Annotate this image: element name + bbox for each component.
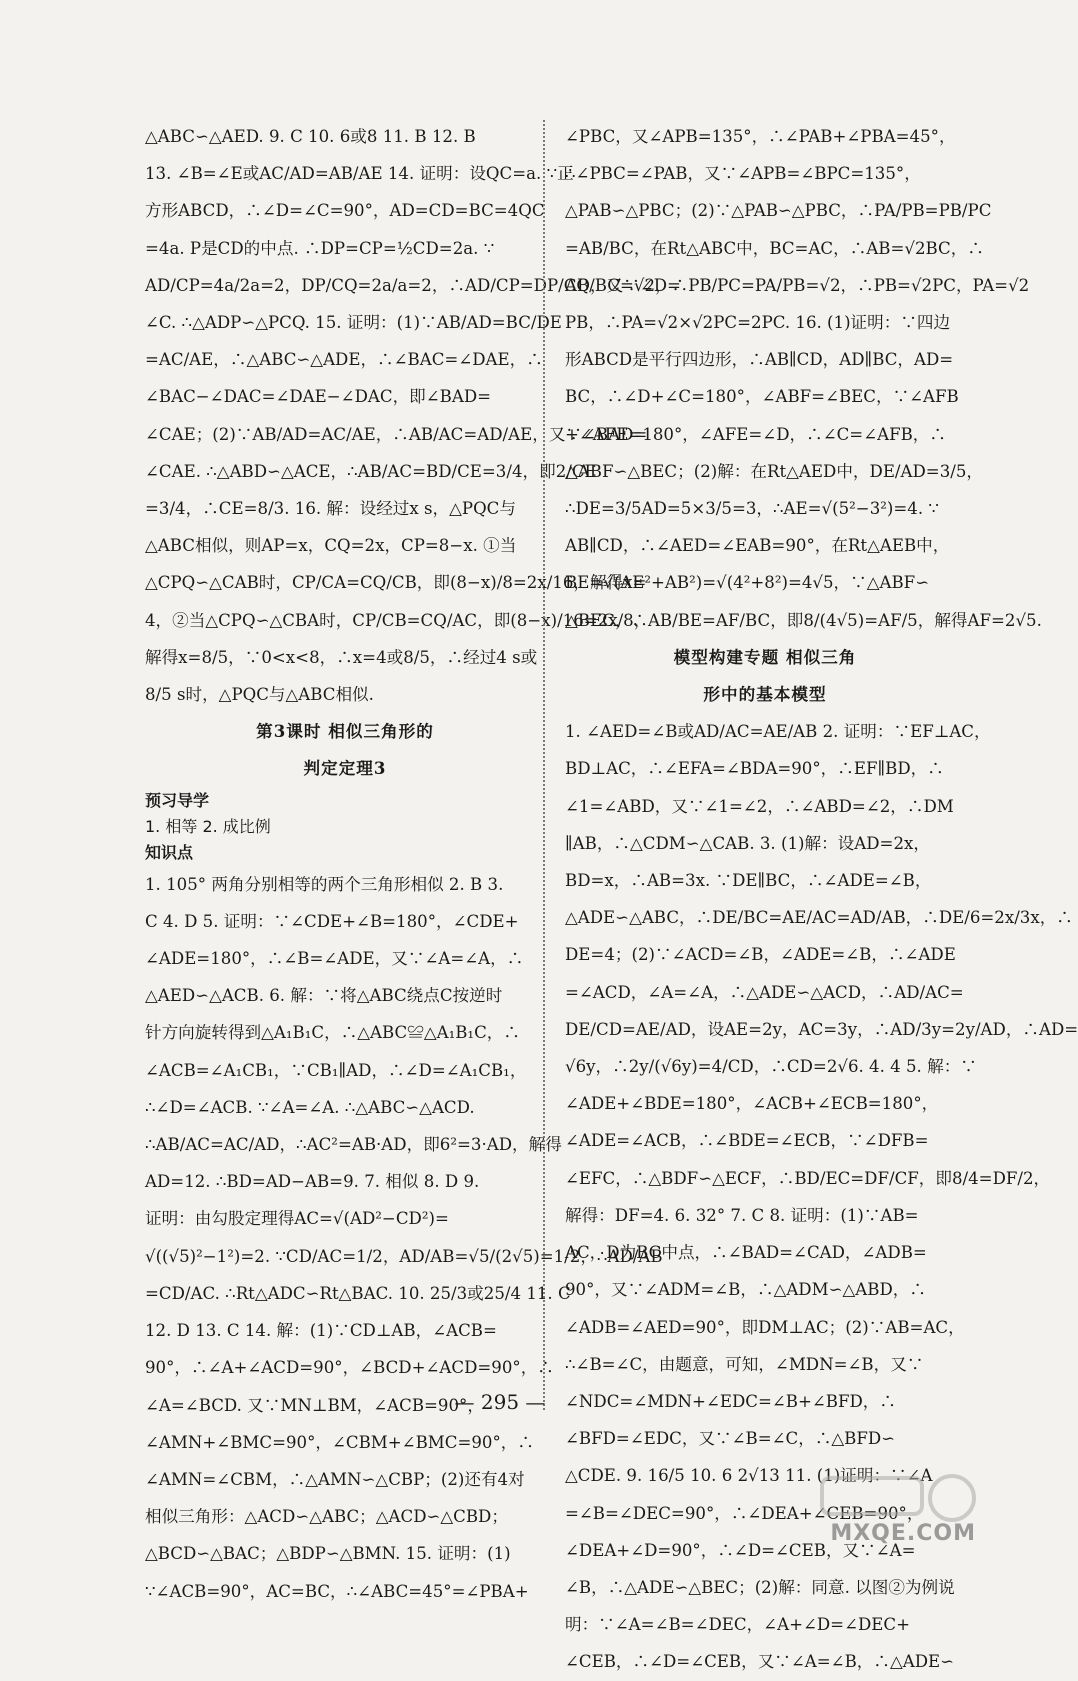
answer-line: PB，∴PA=√2×√2PC=2PC. 16. (1)证明：∵四边 [565, 313, 951, 333]
answer-line: √6y，∴2y/(√6y)=4/CD，∴CD=2√6. 4. 4 5. 解：∵ [565, 1057, 977, 1077]
answer-line: ∠CEB，∴∠D=∠CEB，又∵∠A=∠B，∴△ADE∽ [565, 1652, 955, 1672]
right-top-answer-lines [565, 118, 1042, 639]
answer-line: △ADE∽△ABC，∴DE/BC=AE/AC=AD/AB，∴DE/6=2x/3x，∴ [565, 908, 1073, 928]
answer-line: ∠ADE=180°，∴∠B=∠ADE，又∵∠A=∠A，∴ [145, 949, 524, 969]
answer-line: ∴∠PBC=∠PAB，又∵∠APB=∠BPC=135°， [565, 164, 921, 184]
answer-line: 13. ∠B=∠E或AC/AD=AB/AE 14. 证明：设QC=a. ∵正 [145, 164, 574, 184]
answer-line: ∴∠B=∠C，由题意，可知，∠MDN=∠B，又∵ [565, 1354, 924, 1374]
answer-line: AB∥CD，∴∠AED=∠EAB=90°，在Rt△AEB中， [565, 536, 950, 556]
right-column [565, 118, 1078, 1681]
answer-line: ∠1=∠ABD，又∵∠1=∠2，∴∠ABD=∠2，∴DM [565, 796, 954, 816]
answer-line: √((√5)²−1²)=2. ∵CD/AC=1/2，AD/AB=√5/(2√5)=1/2，∴AD/AB [145, 1246, 663, 1266]
answer-line: △ABC相似，则AP=x，CQ=2x，CP=8−x. ①当 [145, 536, 517, 556]
answer-line: ∠BAC−∠DAC=∠DAE−∠DAC，即∠BAD= [145, 387, 492, 407]
answer-line: ∠BFD=∠EDC，又∵∠B=∠C，∴△BFD∽ [565, 1429, 896, 1449]
answer-line: AB/BC=√2，∴PB/PC=PA/PB=√2，∴PB=√2PC，PA=√2 [565, 275, 1030, 295]
answer-line: 针方向旋转得到△A₁B₁C，∴△ABC≌△A₁B₁C，∴ [145, 1023, 520, 1043]
answer-line: △CPQ∽△CAB时，CP/CA=CQ/CB，即(8−x)/8=2x/16，解得x= [145, 573, 647, 593]
answer-line: ∠A=∠BCD. 又∵MN⊥BM，∠ACB=90°， [145, 1395, 484, 1415]
answer-line: =3/4，∴CE=8/3. 16. 解：设经过x s，△PQC与 [145, 499, 516, 519]
answer-line: ∠EFC，∴△BDF∽△ECF，∴BD/EC=DF/CF，即8/4=DF/2， [565, 1168, 1051, 1188]
answer-line: C 4. D 5. 证明：∵∠CDE+∠B=180°，∠CDE+ [145, 911, 519, 931]
answer-line: △CDE. 9. 16/5 10. 6 2√13 11. (1)证明：∵∠A [565, 1466, 933, 1486]
watermark-text: MXQE.COM [830, 1521, 976, 1546]
answer-line: DE/CD=AE/AD，设AE=2y，AC=3y，∴AD/3y=2y/AD，∴AD= [565, 1019, 1078, 1039]
answer-line: 4，②当△CPQ∽△CBA时，CP/CB=CQ/AC，即(8−x)/16=2x/8， [145, 610, 651, 630]
answer-line: ∥AB，∴△CDM∽△CAB. 3. (1)解：设AD=2x， [565, 833, 930, 853]
answer-line: AC，D为BC中点，∴∠BAD=∠CAD，∠ADB= [565, 1243, 927, 1263]
answer-line: ∠DEA+∠D=90°，∴∠D=∠CEB，又∵∠A= [565, 1540, 916, 1560]
answer-line: △ABF∽△BEC；(2)解：在Rt△AED中，DE/AD=3/5， [565, 461, 984, 481]
answer-line: ∠CAE. ∴△ABD∽△ACE，∴AB/AC=BD/CE=3/4，即2/CE [145, 461, 597, 481]
answer-line: ∴AB/AC=AC/AD，∴AC²=AB·AD，即6²=3·AD，解得 [145, 1135, 562, 1155]
answer-line: ∠ADB=∠AED=90°，即DM⊥AC；(2)∵AB=AC， [565, 1317, 965, 1337]
answer-line: ∠AMN=∠CBM，∴△AMN∽△CBP；(2)还有4对 [145, 1469, 525, 1489]
topic-title-line2: 形中的基本模型 [703, 684, 827, 705]
answer-line: DE=4；(2)∵∠ACD=∠B，∠ADE=∠B，∴∠ADE [565, 945, 956, 965]
knowledge-answer-lines [145, 866, 663, 1610]
answer-line: BD⊥AC，∴∠EFA=∠BDA=90°，∴EF∥BD，∴ [565, 759, 944, 779]
answer-line: AD=12. ∴BD=AD−AB=9. 7. 相似 8. D 9. [145, 1172, 480, 1192]
answer-line: +∠AFE=180°，∠AFE=∠D，∴∠C=∠AFB，∴ [565, 424, 946, 444]
answer-line: ∠PBC，又∠APB=135°，∴∠PAB+∠PBA=45°， [565, 127, 956, 146]
answer-line: =∠B=∠DEC=90°，∴∠DEA+∠CEB=90°， [565, 1503, 924, 1523]
answer-line: =4a. P是CD的中点. ∴DP=CP=½CD=2a. ∵ [145, 238, 495, 258]
preview-answers: 1. 相等 2. 成比例 [145, 816, 271, 836]
answer-line: AD/CP=4a/2a=2，DP/CQ=2a/a=2，∴AD/CP=DP/CQ，又∵∠D= [145, 275, 681, 295]
answer-line: △BCD∽△BAC；△BDP∽△BMN. 15. 证明：(1) [145, 1544, 511, 1564]
answer-line: △BEC，∴AB/BE=AF/BC，即8/(4√5)=AF/5，解得AF=2√5. [565, 610, 1042, 630]
answer-line: △ABC∽△AED. 9. C 10. 6或8 11. B 12. B [145, 127, 476, 146]
answer-line: ∴∠D=∠ACB. ∵∠A=∠A. ∴△ABC∽△ACD. [145, 1097, 475, 1117]
answer-line: △AED∽△ACB. 6. 解：∵将△ABC绕点C按逆时 [145, 986, 503, 1006]
answer-line: BC，∴∠D+∠C=180°，∠ABF=∠BEC，∵∠AFB [565, 387, 959, 407]
answer-line: 相似三角形：△ACD∽△ABC；△ACD∽△CBD； [145, 1507, 508, 1527]
answer-line: ∠ACB=∠A₁CB₁，∵CB₁∥AD，∴∠D=∠A₁CB₁， [145, 1060, 527, 1080]
answer-line: 证明：由勾股定理得AC=√(AD²−CD²)= [145, 1209, 449, 1229]
answer-line: 90°，∴∠A+∠ACD=90°，∠BCD+∠ACD=90°，∴ [145, 1358, 554, 1378]
answer-line: 方形ABCD，∴∠D=∠C=90°，AD=CD=BC=4QC [145, 201, 545, 221]
lesson-title-line2: 判定定理3 [303, 758, 387, 779]
topic-title-line1: 模型构建专题 相似三角 [673, 646, 857, 667]
answer-line: =AC/AE，∴△ABC∽△ADE，∴∠BAC=∠DAE，∴ [145, 350, 543, 370]
left-column [145, 118, 681, 1610]
answer-line: ∠AMN+∠BMC=90°，∠CBM+∠BMC=90°，∴ [145, 1432, 534, 1452]
answer-line: △PAB∽△PBC；(2)∵△PAB∽△PBC，∴PA/PB=PB/PC [565, 201, 992, 221]
answer-line: 形ABCD是平行四边形，∴AB∥CD，AD∥BC，AD= [565, 350, 954, 370]
answer-line: 1. 105° 两角分别相等的两个三角形相似 2. B 3. [145, 874, 504, 894]
lesson-title-line1: 第3课时 相似三角形的 [256, 721, 434, 742]
answer-line: 90°，又∵∠ADM=∠B，∴△ADM∽△ABD，∴ [565, 1280, 926, 1300]
answer-line: BD=x，∴AB=3x. ∵DE∥BC，∴∠ADE=∠B， [565, 871, 932, 891]
answer-line: ∠B，∴△ADE∽△BEC；(2)解：同意. 以图②为例说 [565, 1577, 955, 1597]
answer-line: 8/5 s时，△PQC与△ABC相似. [145, 685, 374, 705]
answer-line: ∴DE=3/5AD=5×3/5=3，∴AE=√(5²−3²)=4. ∵ [565, 499, 939, 519]
answer-line: 1. ∠AED=∠B或AD/AC=AE/AB 2. 证明：∵EF⊥AC， [565, 722, 991, 742]
answer-line: 解得x=8/5，∵0<x<8，∴x=4或8/5，∴经过4 s或 [145, 647, 538, 667]
answer-line: ∠CAE；(2)∵AB/AD=AC/AE，∴AB/AC=AD/AE，又∵∠BAD= [145, 424, 648, 444]
answer-line: ∠NDC=∠MDN+∠EDC=∠B+∠BFD，∴ [565, 1391, 896, 1411]
answer-line: 解得：DF=4. 6. 32° 7. C 8. 证明：(1)∵AB= [565, 1205, 919, 1225]
answer-line: ∠C. ∴△ADP∽△PCQ. 15. 证明：(1)∵AB/AD=BC/DE [145, 313, 562, 333]
page-number: — 295 — [454, 1390, 546, 1414]
knowledge-title: 知识点 [145, 842, 194, 862]
column-divider [543, 120, 545, 1410]
answer-line: ∠ADE+∠BDE=180°，∠ACB+∠ECB=180°， [565, 1094, 939, 1114]
answer-line: BE=√(AE²+AB²)=√(4²+8²)=4√5，∵△ABF∽ [565, 573, 930, 593]
preview-title: 预习导学 [145, 790, 210, 810]
answer-line: ∵∠ACB=90°，AC=BC，∴∠ABC=45°=∠PBA+ [145, 1581, 529, 1601]
answer-line: =AB/BC，在Rt△ABC中，BC=AC，∴AB=√2BC，∴ [565, 238, 984, 258]
answer-line: ∠ADE=∠ACB，∴∠BDE=∠ECB，∵∠DFB= [565, 1131, 929, 1151]
answer-line: 明：∵∠A=∠B=∠DEC，∠A+∠D=∠DEC+ [565, 1615, 911, 1635]
answer-line: =∠ACD，∠A=∠A，∴△ADE∽△ACD，∴AD/AC= [565, 982, 964, 1002]
left-answer-lines [145, 118, 681, 713]
answer-line: =CD/AC. ∴Rt△ADC∽Rt△BAC. 10. 25/3或25/4 11. C [145, 1283, 571, 1303]
answer-line: 12. D 13. C 14. 解：(1)∵CD⊥AB，∠ACB= [145, 1321, 497, 1341]
